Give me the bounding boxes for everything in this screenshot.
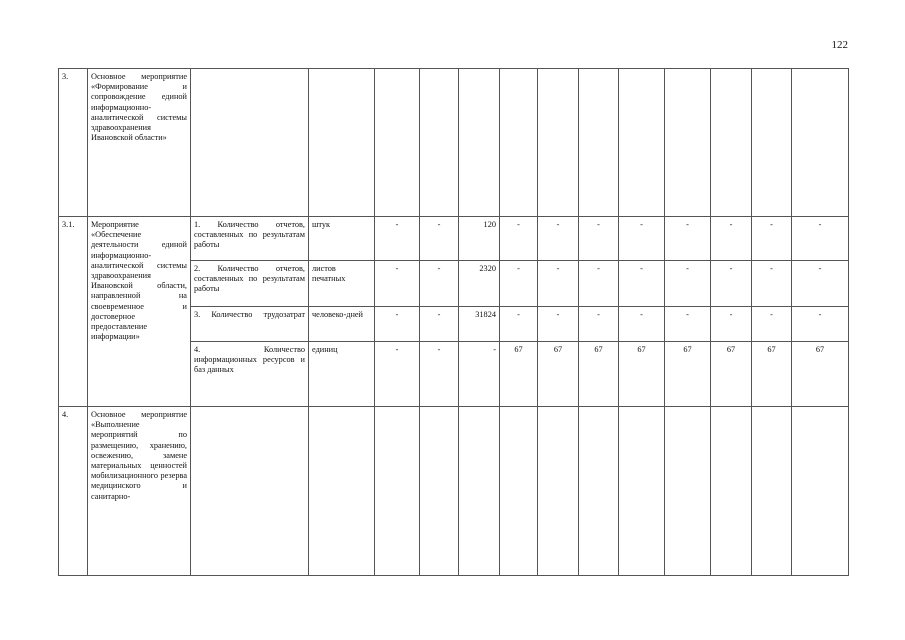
empty-cell: [619, 407, 665, 576]
indicator-unit: человеко-дней: [309, 307, 375, 342]
value-cell: -: [619, 217, 665, 261]
empty-cell: [579, 69, 619, 217]
empty-cell: [538, 69, 579, 217]
empty-cell: [619, 69, 665, 217]
table-row: [59, 217, 849, 261]
value-cell: -: [711, 217, 752, 261]
empty-cell: [792, 69, 849, 217]
activity-name: Основное мероприятие «Выполнение мероприятий по размещению, хранению, освежению, замене материальных ценностей мобилизационного резерва медицинского и санитарно-: [88, 407, 191, 576]
empty-cell: [711, 407, 752, 576]
value-cell: -: [420, 342, 459, 407]
value-cell: 67: [752, 342, 792, 407]
empty-cell: [752, 407, 792, 576]
value-cell: -: [711, 307, 752, 342]
value-cell: -: [752, 217, 792, 261]
empty-cell: [375, 69, 420, 217]
value-cell: -: [792, 261, 849, 307]
table-row: [59, 69, 849, 217]
empty-cell: [420, 69, 459, 217]
indicator-name: 3. Количество трудозатрат: [191, 307, 309, 342]
value-cell: -: [500, 217, 538, 261]
value-cell: -: [752, 261, 792, 307]
program-table: [58, 68, 849, 576]
empty-cell: [500, 407, 538, 576]
value-cell: -: [459, 342, 500, 407]
value-cell: 67: [538, 342, 579, 407]
value-cell: -: [538, 307, 579, 342]
value-cell: -: [375, 261, 420, 307]
value-cell: 67: [619, 342, 665, 407]
empty-cell: [309, 69, 375, 217]
value-cell: -: [711, 261, 752, 307]
value-cell: 31824: [459, 307, 500, 342]
value-cell: -: [538, 261, 579, 307]
row-number: 3.: [59, 69, 88, 217]
row-number: 4.: [59, 407, 88, 576]
indicator-name: 2. Количество отчетов, составленных по результатам работы: [191, 261, 309, 307]
empty-cell: [191, 69, 309, 217]
value-cell: -: [579, 217, 619, 261]
empty-cell: [500, 69, 538, 217]
value-cell: 67: [792, 342, 849, 407]
value-cell: -: [792, 307, 849, 342]
value-cell: -: [665, 307, 711, 342]
activity-name: Основное мероприятие «Формирование и сопровождение единой информационно-аналитической системы здравоохранения Ивановской области»: [88, 69, 191, 217]
value-cell: -: [665, 217, 711, 261]
empty-cell: [579, 407, 619, 576]
value-cell: -: [375, 217, 420, 261]
value-cell: -: [538, 217, 579, 261]
value-cell: 2320: [459, 261, 500, 307]
empty-cell: [420, 407, 459, 576]
empty-cell: [752, 69, 792, 217]
indicator-unit: единиц: [309, 342, 375, 407]
value-cell: -: [579, 307, 619, 342]
value-cell: -: [619, 261, 665, 307]
empty-cell: [538, 407, 579, 576]
empty-cell: [375, 407, 420, 576]
value-cell: -: [752, 307, 792, 342]
value-cell: 67: [665, 342, 711, 407]
activity-name: Мероприятие «Обеспечение деятельности единой информационно-аналитической системы здравоохранения Ивановской области, направленной на своевременное и достоверное предоставление информации»: [88, 217, 191, 407]
value-cell: -: [420, 217, 459, 261]
value-cell: -: [792, 217, 849, 261]
row-number: 3.1.: [59, 217, 88, 407]
empty-cell: [459, 69, 500, 217]
value-cell: -: [375, 307, 420, 342]
value-cell: -: [375, 342, 420, 407]
value-cell: 67: [579, 342, 619, 407]
value-cell: -: [420, 261, 459, 307]
empty-cell: [459, 407, 500, 576]
value-cell: -: [665, 261, 711, 307]
indicator-unit: штук: [309, 217, 375, 261]
value-cell: -: [619, 307, 665, 342]
page-number: 122: [831, 39, 848, 51]
empty-cell: [665, 407, 711, 576]
indicator-name: 1. Количество отчетов, составленных по результатам работы: [191, 217, 309, 261]
value-cell: -: [500, 261, 538, 307]
empty-cell: [309, 407, 375, 576]
empty-cell: [191, 407, 309, 576]
empty-cell: [711, 69, 752, 217]
value-cell: -: [500, 307, 538, 342]
indicator-name: 4. Количество информационных ресурсов и баз данных: [191, 342, 309, 407]
value-cell: 67: [711, 342, 752, 407]
value-cell: 120: [459, 217, 500, 261]
value-cell: 67: [500, 342, 538, 407]
indicator-unit: листов печатных: [309, 261, 375, 307]
empty-cell: [792, 407, 849, 576]
value-cell: -: [420, 307, 459, 342]
value-cell: -: [579, 261, 619, 307]
table-row: [59, 407, 849, 576]
empty-cell: [665, 69, 711, 217]
